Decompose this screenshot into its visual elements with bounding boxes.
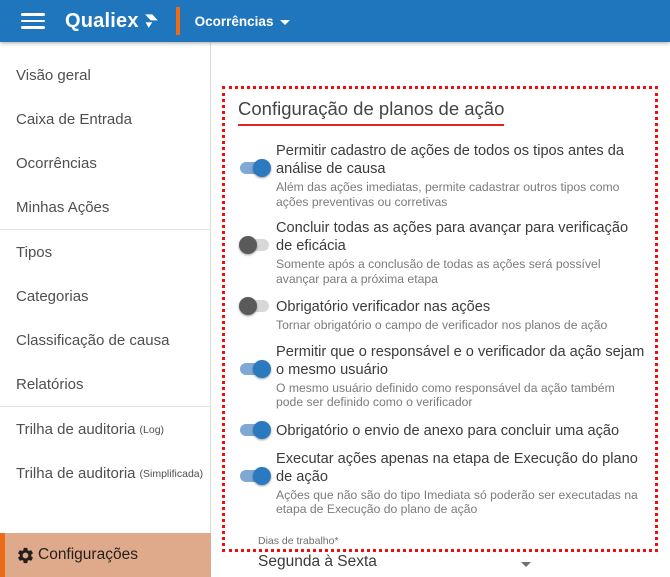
setting-row <box>239 450 645 517</box>
sidebar-item-label: Categorias <box>16 287 89 305</box>
setting-description: Tornar obrigatório o campo de verificador nos planos de ação <box>276 318 608 332</box>
setting-row <box>239 420 645 440</box>
annotation-highlight-box <box>222 86 658 570</box>
sidebar-item-suffix: (Log) <box>139 424 165 436</box>
main-content <box>212 42 670 577</box>
sidebar-item[interactable] <box>0 230 210 274</box>
sidebar-item[interactable] <box>0 451 210 495</box>
sidebar-item[interactable] <box>0 185 210 229</box>
module-selector-label: Ocorrências <box>194 13 274 29</box>
sidebar-item[interactable] <box>0 53 210 97</box>
module-selector[interactable] <box>195 14 291 29</box>
sidebar-item[interactable] <box>0 97 210 141</box>
toggle-list <box>232 142 645 517</box>
setting-description: Somente após a conclusão de todas as ações será possível avançar para a próxima etapa <box>276 257 601 286</box>
setting-row <box>239 142 645 209</box>
sidebar-item-label: Visão geral <box>16 66 91 84</box>
sidebar-item[interactable] <box>0 141 210 185</box>
toggle-switch[interactable] <box>239 420 271 440</box>
page-title: Configuração de planos de ação <box>238 98 504 126</box>
setting-row <box>239 296 645 333</box>
setting-label: Permitir que o responsável e o verificador da ação sejam o mesmo usuário <box>276 343 645 378</box>
switch-thumb <box>239 236 257 254</box>
setting-label: Obrigatório o envio de anexo para concluir uma ação <box>276 422 620 439</box>
sidebar-item-suffix: (Simplificada) <box>139 468 204 480</box>
sidebar-item-label: Minhas Ações <box>16 198 110 216</box>
switch-thumb <box>239 297 257 315</box>
chevron-down-icon <box>280 20 290 25</box>
switch-thumb <box>253 467 271 485</box>
header-divider <box>176 7 180 35</box>
sidebar-item-label: Tipos <box>16 243 53 261</box>
setting-row <box>239 343 645 410</box>
setting-row <box>239 219 645 286</box>
sidebar-item-configuracoes-label: Configurações <box>38 546 138 563</box>
setting-description: Ações que não são do tipo Imediata só poderão ser executadas na etapa de Execução do plano de ação <box>276 487 638 516</box>
toggle-switch[interactable] <box>239 466 271 486</box>
sidebar-item-label: Trilha de auditoria <box>16 420 136 438</box>
toggle-switch[interactable] <box>239 296 271 316</box>
qualiex-logo-mark-icon <box>142 12 161 31</box>
work-days-select-label: Dias de trabalho* <box>258 534 339 547</box>
sidebar-nav <box>0 42 210 495</box>
setting-description: Além das ações imediatas, permite cadastrar outros tipos como ações preventivas ou corretivas <box>276 180 620 209</box>
switch-thumb <box>253 421 271 439</box>
sidebar-item[interactable] <box>0 274 210 318</box>
gear-icon <box>16 546 35 565</box>
switch-thumb <box>253 159 271 177</box>
setting-label: Executar ações apenas na etapa de Execução do plano de ação <box>276 450 638 485</box>
setting-label: Permitir cadastro de ações de todos os tipos antes da análise de causa <box>276 143 625 177</box>
sidebar-item-label: Relatórios <box>16 375 84 393</box>
sidebar-item[interactable] <box>0 318 210 362</box>
app-header <box>0 0 670 42</box>
sidebar-item-label: Ocorrências <box>16 154 97 172</box>
toggle-switch[interactable] <box>239 158 271 178</box>
work-days-select[interactable] <box>258 535 535 577</box>
sidebar-item-label: Classificação de causa <box>16 331 170 349</box>
setting-description: O mesmo usuário definido como responsável da ação também pode ser definido como o verificador <box>276 380 615 409</box>
sidebar-item[interactable] <box>0 362 210 406</box>
sidebar-item-label: Trilha de auditoria <box>16 464 136 482</box>
switch-thumb <box>253 360 271 378</box>
sidebar <box>0 42 211 577</box>
work-days-select-value: Segunda à Sexta <box>258 552 377 570</box>
setting-label: Obrigatório verificador nas ações <box>276 299 491 315</box>
sidebar-item-label: Caixa de Entrada <box>16 110 132 128</box>
setting-label: Concluir todas as ações para avançar para verificação de eficácia <box>276 220 629 254</box>
sidebar-item-configuracoes[interactable] <box>0 533 211 577</box>
brand-logo[interactable] <box>65 10 161 33</box>
menu-icon[interactable] <box>21 9 45 33</box>
toggle-switch[interactable] <box>239 235 271 255</box>
toggle-switch[interactable] <box>239 359 271 379</box>
sidebar-item[interactable] <box>0 407 210 451</box>
brand-name: Qualiex <box>65 9 139 32</box>
select-arrow-icon <box>521 562 531 567</box>
